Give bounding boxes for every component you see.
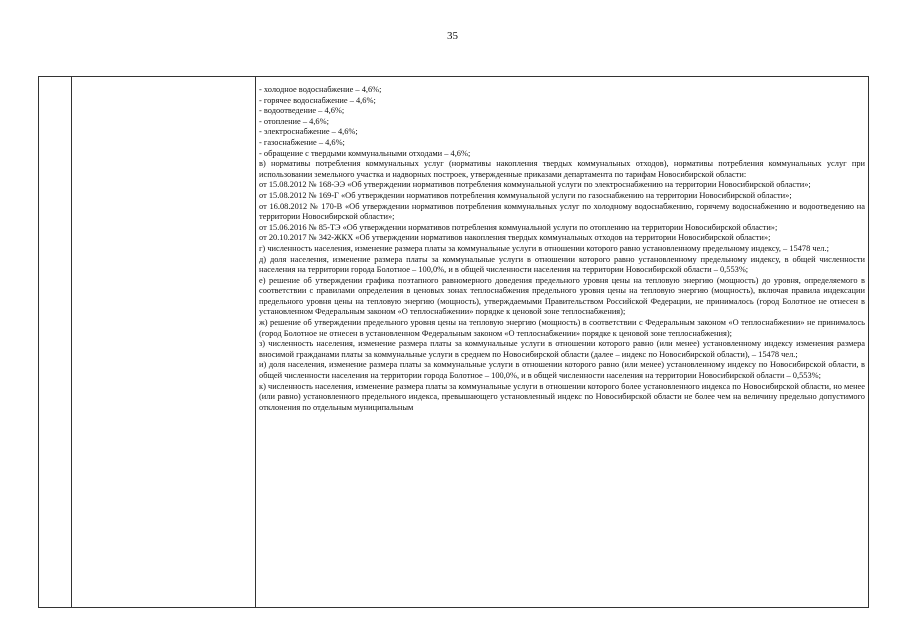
paragraph: - горячее водоснабжение – 4,6%; (259, 95, 376, 105)
paragraph: от 20.10.2017 № 342-ЖКХ «Об утверждении нормативов накопления твердых коммунальных отходов на территории Новосибирской области»; (259, 233, 771, 243)
paragraph: - отопление – 4,6%; (259, 116, 329, 126)
paragraph: - холодное водоснабжение – 4,6%; (259, 85, 382, 94)
paragraph: з) численность населения, изменение размера платы за коммунальные услуги в отношении которого равно (или менее) установленному индексу изменения размера вносимой гражданами платы за коммунальные услуги в среднем по Новосибирской области (далее – индекс по Новосибирской области), – 15478 чел.; (259, 339, 865, 359)
paragraph: - водоотведение – 4,6%; (259, 106, 345, 116)
paragraph: - электроснабжение – 4,6%; (259, 127, 358, 137)
paragraph: е) решение об утверждении графика поэтапного равномерного доведения предельного уровня цены на тепловую энергию (мощность) до уровня, определяемого в соответствии с правилами определения в ценовых зонах теплоснабжения предельного уровня цены на тепловую энергию (мощность), включая правила индексации предельного уровня цены на тепловую энергию (мощность), утверждаемыми Правительством Российской Федерации, не принималось (город Болотное не отнесен в установленном Федеральным законом «О теплоснабжении» порядке к ценовой зоне теплоснабжения); (259, 275, 865, 317)
paragraph: в) нормативы потребления коммунальных услуг (нормативы накопления твердых коммунальных отходов), нормативы потребления коммунальных услуг при использовании земельного участка и надворных построек, утвержденные приказами департамента по тарифам Новосибирской области: (259, 159, 865, 179)
paragraph: от 16.08.2012 № 170-В «Об утверждении нормативов потребления коммунальных услуг по холодному водоснабжению, горячему водоснабжению и водоотведению на территории Новосибирской области»; (259, 201, 865, 222)
table-cell-text (259, 85, 865, 413)
paragraph: от 15.08.2012 № 169-Г «Об утверждении нормативов потребления коммунальной услуги по газоснабжению на территории Новосибирской области»; (259, 190, 792, 200)
paragraph: к) численность населения, изменение размера платы за коммунальные услуги в отношении которого более установленного индекса по Новосибирской области, но менее (или равно) установленного предельного индекса, превышающего установленный индекс по Новосибирской области не более чем на величину предельно допустимого отклонения по отдельным муниципальным (259, 381, 865, 412)
paragraph: от 15.08.2012 № 168-ЭЭ «Об утверждении нормативов потребления коммунальной услуги по электроснабжению на территории Новосибирской области»; (259, 180, 811, 190)
paragraph: - обращение с твердыми коммунальными отходами – 4,6%; (259, 148, 471, 158)
paragraph: и) доля населения, изменение размера платы за коммунальные услуги в отношении которого равно (или менее) установленному индексу по Новосибирской области, в общей численности населения на территории города Болотное – 100,0%, и в общей численности населения на территории Новосибирской области – 0,553%; (259, 360, 865, 381)
document-table (38, 76, 869, 608)
paragraph: ж) решение об утверждении предельного уровня цены на тепловую энергию (мощность) в соответствии с Федеральным законом «О теплоснабжении» не принималось (город Болотное не отнесен в установленном Федеральным законом «О теплоснабжении» порядке к ценовой зоне теплоснабжения); (259, 318, 865, 338)
column-divider (255, 77, 256, 607)
paragraph: от 15.06.2016 № 85-ТЭ «Об утверждении нормативов потребления коммунальной услуги по отоплению на территории Новосибирской области»; (259, 222, 778, 232)
page-number: 35 (447, 30, 458, 42)
paragraph: д) доля населения, изменение размера платы за коммунальные услуги в отношении которого равно установленному предельному индексу, в общей численности населения на территории города Болотное – 100,0%, и в общей численности населения на территории Новосибирской области – 0,553%; (259, 254, 865, 275)
paragraph: - газоснабжение – 4,6%; (259, 137, 345, 147)
paragraph: г) численность населения, изменение размера платы за коммунальные услуги в отношении которого равно установленному предельному индексу, – 15478 чел.; (259, 243, 829, 253)
column-divider (71, 77, 72, 607)
